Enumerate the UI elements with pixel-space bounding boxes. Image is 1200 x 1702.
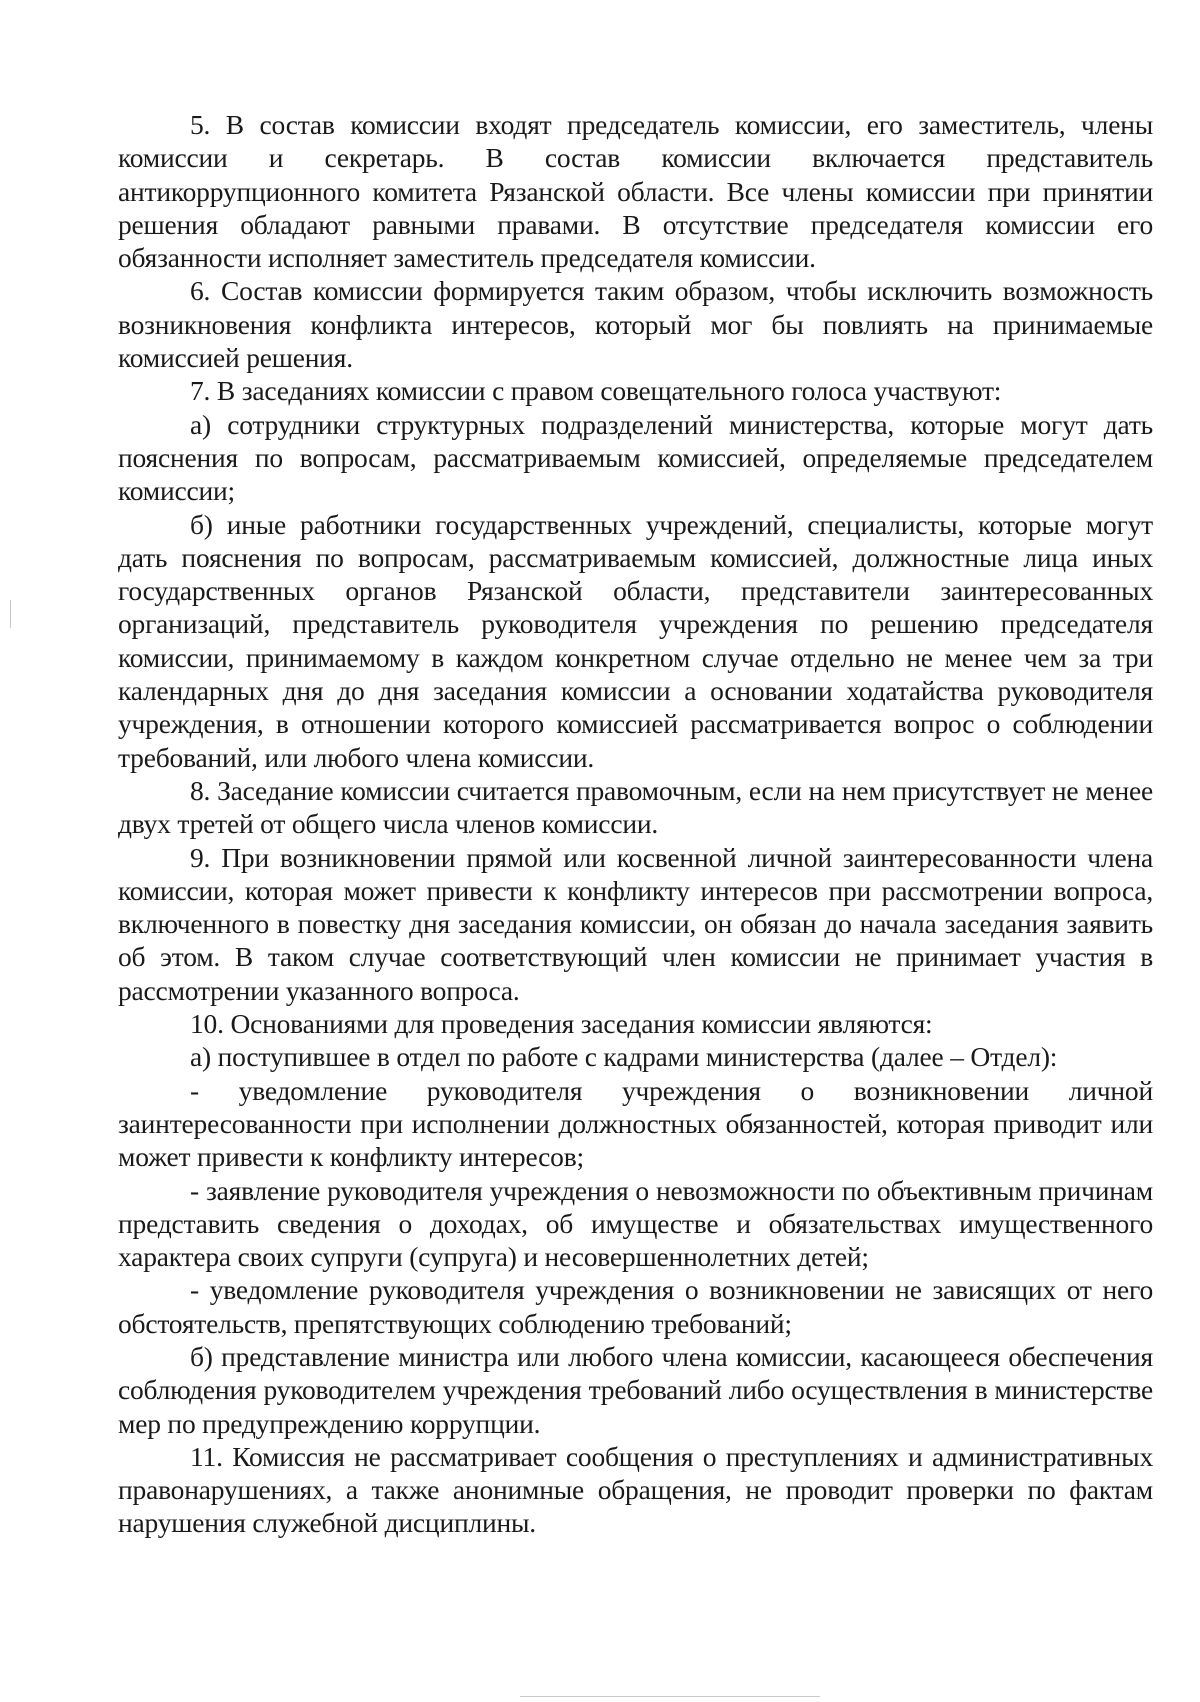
paragraph-8: 8. Заседание комиссии считается правомочным, если на нем присутствует не менее двух третей от общего числа членов комиссии.: [118, 774, 1153, 840]
paragraph-7: 7. В заседаниях комиссии с правом совещательного голоса участвуют:: [190, 375, 1002, 407]
paragraph-10b: б) представление министра или любого члена комиссии, касающееся обеспечения соблюдения руководителем учреждения требований либо осуществления в министерстве мер по предупреждению коррупции.: [118, 1340, 1153, 1439]
paragraph-7a: а) сотрудники структурных подразделений министерства, которые могут дать пояснения по вопросам, рассматриваемым комиссией, определяемые председателем комиссии;: [118, 408, 1153, 507]
paragraph-10a-item-2: - заявление руководителя учреждения о невозможности по объективным причинам представить сведения о доходах, об имуществе и обязательствах имущественного характера своих супруги (супруга) и несовершеннолетних детей;: [118, 1174, 1153, 1273]
paragraph-9: 9. При возникновении прямой или косвенной личной заинтересованности члена комиссии, которая может привести к конфликту интересов при рассмотрении вопроса, включенного в повестку дня заседания комиссии, он обязан до начала заседания заявить об этом. В таком случае соответствующий член комиссии не принимает участия в рассмотрении указанного вопроса.: [118, 841, 1153, 1006]
paragraph-11: 11. Комиссия не рассматривает сообщения о преступлениях и административных правонарушениях, а также анонимные обращения, не проводит проверки по фактам нарушения служебной дисциплины.: [118, 1440, 1153, 1539]
paragraph-10a: а) поступившее в отдел по работе с кадрами министерства (далее – Отдел):: [190, 1041, 1058, 1073]
document-page: [118, 108, 1153, 1540]
paragraph-10a-item-1: - уведомление руководителя учреждения о возникновении личной заинтересованности при исполнении должностных обязанностей, которая приводит или может привести к конфликту интересов;: [118, 1074, 1153, 1173]
paragraph-5: 5. В состав комиссии входят председатель комиссии, его заместитель, члены комиссии и секретарь. В состав комиссии включается представитель антикоррупционного комитета Рязанской области. Все члены комиссии при принятии решения обладают равными правами. В отсутствие председателя комиссии его обязанности исполняет заместитель председателя комиссии.: [118, 109, 1153, 274]
scan-mark-bottom: [520, 1696, 820, 1697]
paragraph-7b: б) иные работники государственных учреждений, специалисты, которые могут дать пояснения по вопросам, рассматриваемым комиссией, должностные лица иных государственных органов Рязанской области, представители заинтересованных организаций, представитель руководителя учреждения по решению председателя комиссии, принимаемому в каждом конкретном случае отдельно не менее чем за три календарных дня до дня заседания комиссии а основании ходатайства руководителя учреждения, в отношении которого комиссией рассматривается вопрос о соблюдении требований, или любого члена комиссии.: [118, 508, 1153, 773]
paragraph-10: 10. Основаниями для проведения заседания комиссии являются:: [190, 1008, 933, 1040]
paragraph-6: 6. Состав комиссии формируется таким образом, чтобы исключить возможность возникновения конфликта интересов, который мог бы повлиять на принимаемые комиссией решения.: [118, 275, 1153, 374]
scan-mark-left: [10, 600, 11, 628]
paragraph-10a-item-3: - уведомление руководителя учреждения о возникновении не зависящих от него обстоятельств, препятствующих соблюдению требований;: [118, 1274, 1153, 1339]
